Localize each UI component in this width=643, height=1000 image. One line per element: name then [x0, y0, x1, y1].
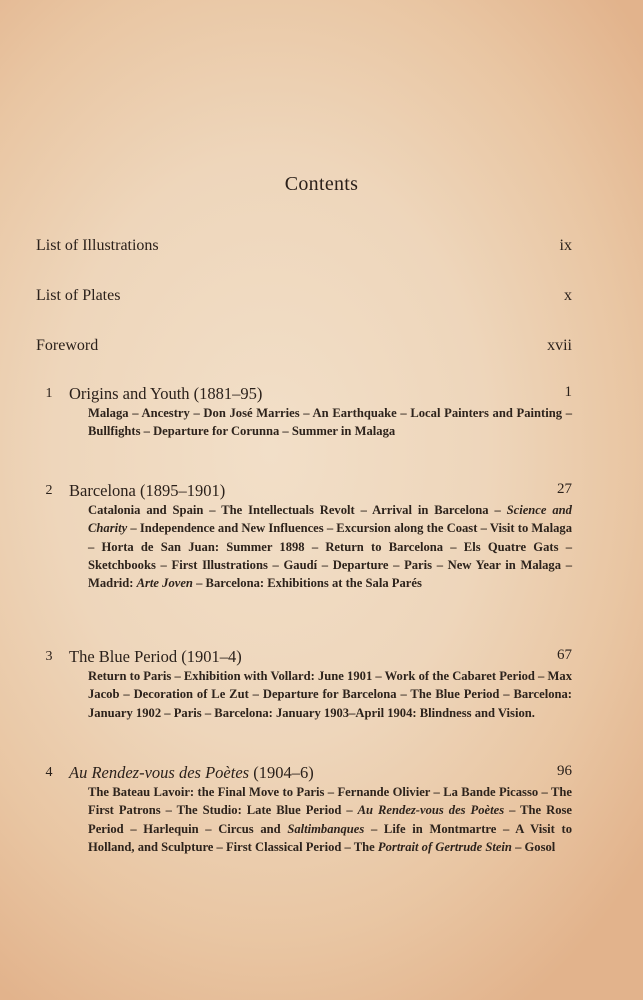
- summary-text: Catalonia and Spain – The Intellectuals Revolt – Arrival in Barcelona –: [88, 503, 507, 517]
- entry-page-number: x: [564, 287, 572, 304]
- summary-italic-title: Saltimbanques: [287, 821, 365, 836]
- chapter-page-number: 27: [557, 481, 572, 497]
- chapter-page-number: 1: [564, 384, 572, 400]
- summary-text: – The Rose Period – Harlequin – Circus and: [88, 803, 572, 836]
- chapter-title: Barcelona (1895–1901): [69, 481, 226, 500]
- entry-label: List of Plates: [36, 287, 121, 304]
- summary-italic-title: Science and Charity: [88, 503, 572, 536]
- chapter-title: The Blue Period (1901–4): [69, 647, 242, 666]
- chapter-title-dates: (1904–6): [249, 763, 314, 782]
- chapter-summary: Malaga – Ancestry – Don José Marries – An Earthquake – Local Painters and Painting – Bullfights – Departure for Corunna – Summer in Malaga: [88, 406, 572, 439]
- chapter-title: Origins and Youth (1881–95): [69, 384, 263, 403]
- chapter-page-number: 96: [557, 763, 572, 779]
- chapter-number: 4: [45, 765, 53, 780]
- chapter-title-italic: Au Rendez-vous des Poètes: [69, 763, 250, 782]
- chapter-entry: [36, 647, 572, 722]
- summary-text: – Life in Montmartre – A Visit to Holland, and Sculpture – First Classical Period – The: [88, 821, 572, 854]
- summary-text: – Gosol: [511, 839, 556, 854]
- entry-page-number: xvii: [547, 337, 572, 354]
- chapter-number: 1: [45, 386, 53, 401]
- summary-italic-title: Portrait of Gertrude Stein: [377, 839, 512, 854]
- front-matter-entry: [36, 237, 572, 255]
- chapter-title: [69, 763, 314, 783]
- summary-italic-title: Arte Joven: [136, 576, 193, 591]
- chapter-summary: Return to Paris – Exhibition with Vollard: June 1901 – Work of the Cabaret Period – Max Jacob – Decoration of Le Zut – Departure for Barcelona – The Blue Period – Barcelona: January 1902 – Paris – Barcelona: January 1903–April 1904: Blindness and Vision.: [88, 669, 572, 720]
- chapter-entry: [36, 763, 572, 856]
- front-matter-entry: [36, 337, 572, 355]
- entry-label: List of Illustrations: [36, 237, 159, 254]
- summary-italic-title: Au Rendez-vous des Poètes: [357, 803, 505, 818]
- entry-page-number: ix: [559, 237, 572, 254]
- summary-text: – Barcelona: Exhibitions at the Sala Parés: [192, 576, 422, 591]
- chapter-entry: [36, 481, 572, 592]
- summary-text: The Bateau Lavoir: the Final Move to Paris – Fernande Olivier – La Bande Picasso – The First Patrons – The Studio: Late Blue Period –: [88, 785, 572, 818]
- summary-text: – Independence and New Influences – Excursion along the Coast – Visit to Malaga – Horta de San Juan: Summer 1898 – Return to Barcelona – Els Quatre Gats – Sketchbooks – First Illustrations – Gaudí – Departure – Paris – New Year in Malaga – Madrid:: [88, 521, 572, 591]
- entry-label: Foreword: [36, 337, 99, 354]
- chapter-page-number: 67: [557, 647, 572, 663]
- chapter-summary: [88, 501, 572, 592]
- chapter-number: 2: [45, 483, 53, 498]
- chapter-entry: [36, 384, 572, 441]
- chapter-summary: [88, 783, 572, 856]
- page-title: Contents: [284, 173, 359, 195]
- chapter-number: 3: [45, 649, 53, 664]
- front-matter-entry: [36, 287, 572, 305]
